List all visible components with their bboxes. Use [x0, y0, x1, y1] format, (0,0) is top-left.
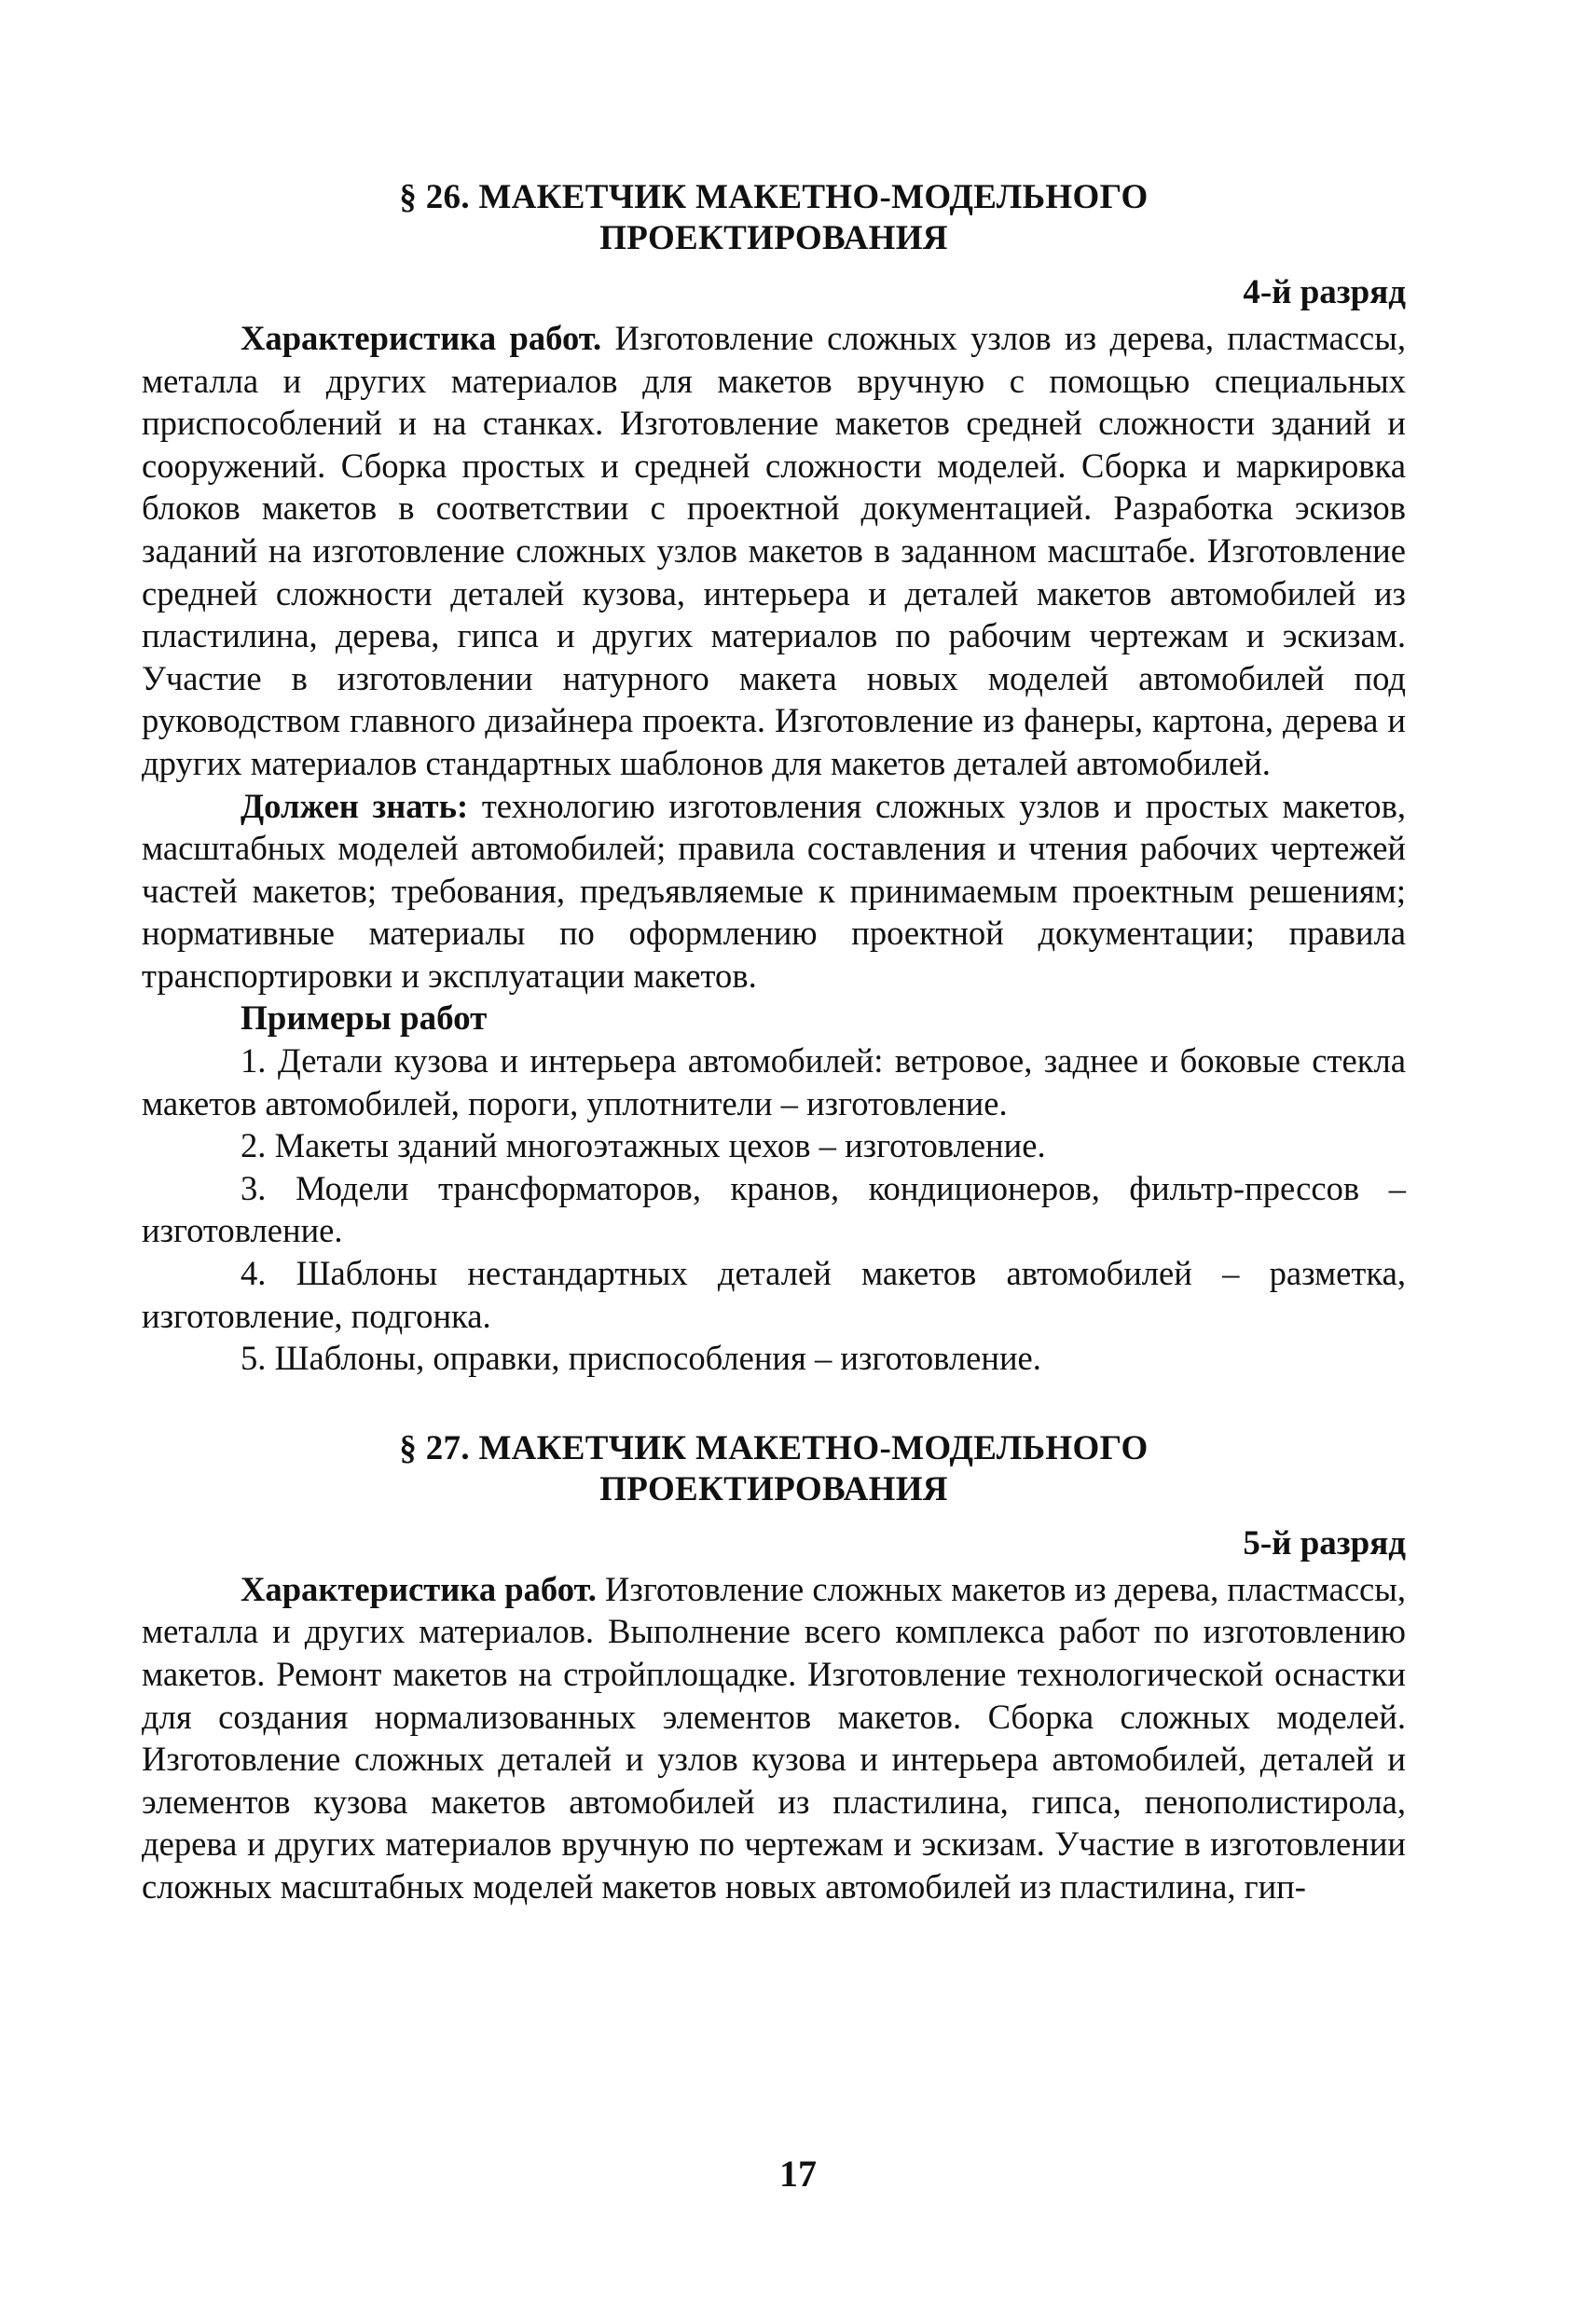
document-page	[142, 177, 1406, 1908]
section-27-characteristics	[142, 1568, 1406, 1908]
section-26-title-line2: ПРОЕКТИРОВАНИЯ	[599, 219, 948, 257]
section-27-characteristics-text: Изготовление сложных макетов из дерева, пластмассы, металла и других материалов. Выполнение всего комплекса работ по изготовлению макетов. Ремонт макетов на стройплощадке. Изготовление технологической оснастки для создания нормализованных элементов макетов. Сборка сложных моделей. Изготовление сложных деталей и узлов кузова и интерьера автомобилей, деталей и элементов кузова макетов автомобилей из пластилина, гипса, пенополистирола, дерева и других материалов вручную по чертежам и эскизам. Участие в изготовлении сложных масштабных моделей макетов новых автомобилей из пластилина, гип-	[142, 1569, 1406, 1906]
section-27-heading	[142, 1428, 1406, 1510]
section-26-characteristics-label: Характеристика работ.	[241, 319, 602, 357]
section-26-heading	[142, 177, 1406, 259]
section-26-knowledge-text: технологию изготовления сложных узлов и простых макетов, масштабных моделей автомобилей; правила составления и чтения рабочих чертежей частей макетов; требования, предъявляемые к принимаемым проектным решениям; нормативные материалы по оформлению проектной документации; правила транспортировки и эксплуатации макетов.	[142, 786, 1406, 995]
section-26	[142, 177, 1406, 1380]
page-number: 17	[779, 2153, 817, 2195]
section-26-example-item: 4. Шаблоны нестандартных деталей макетов автомобилей – разметка, изготовление, подгонка.	[142, 1254, 1406, 1335]
section-26-grade: 4-й разряд	[1243, 273, 1406, 311]
section-27-grade: 5-й разряд	[1243, 1523, 1406, 1563]
section-27	[142, 1428, 1406, 1908]
section-26-characteristics-text: Изготовление сложных узлов из дерева, пластмассы, металла и других материалов для макетов вручную с помощью специальных приспособлений и на станках. Изготовление макетов средней сложности зданий и сооружений. Сборка простых и средней сложности моделей. Сборка и маркировка блоков макетов в соответствии с проектной документацией. Разработка эскизов заданий на изготовление сложных узлов макетов в заданном масштабе. Изготовление средней сложности деталей кузова, интерьера и деталей макетов автомобилей из пластилина, дерева, гипса и других материалов по рабочим чертежам и эскизам. Участие в изготовлении натурного макета новых моделей автомобилей под руководством главного дизайнера проекта. Изготовление из фанеры, картона, дерева и других материалов стандартных шаблонов для макетов деталей автомобилей.	[142, 319, 1406, 782]
section-27-characteristics-label: Характеристика работ.	[241, 1569, 597, 1608]
section-27-title-line1: § 27. МАКЕТЧИК МАКЕТНО-МОДЕЛЬНОГО	[399, 1428, 1149, 1467]
section-27-title-line2: ПРОЕКТИРОВАНИЯ	[599, 1469, 948, 1508]
section-26-knowledge-label: Должен знать:	[241, 786, 469, 825]
section-26-example-item: 5. Шаблоны, оправки, приспособления – изготовление.	[241, 1339, 1041, 1378]
section-26-example-item: 2. Макеты зданий многоэтажных цехов – изготовление.	[241, 1126, 1046, 1165]
section-26-characteristics	[142, 317, 1406, 785]
section-26-examples-heading: Примеры работ	[241, 998, 488, 1038]
section-26-example-item: 3. Модели трансформаторов, кранов, кондиционеров, фильтр-прессов – изготовление.	[142, 1168, 1406, 1250]
section-26-title-line1: § 26. МАКЕТЧИК МАКЕТНО-МОДЕЛЬНОГО	[399, 178, 1149, 216]
section-26-example-item: 1. Детали кузова и интерьера автомобилей: ветровое, заднее и боковые стекла макетов автомобилей, пороги, уплотнители – изготовление.	[142, 1041, 1406, 1122]
section-26-knowledge	[142, 785, 1406, 998]
